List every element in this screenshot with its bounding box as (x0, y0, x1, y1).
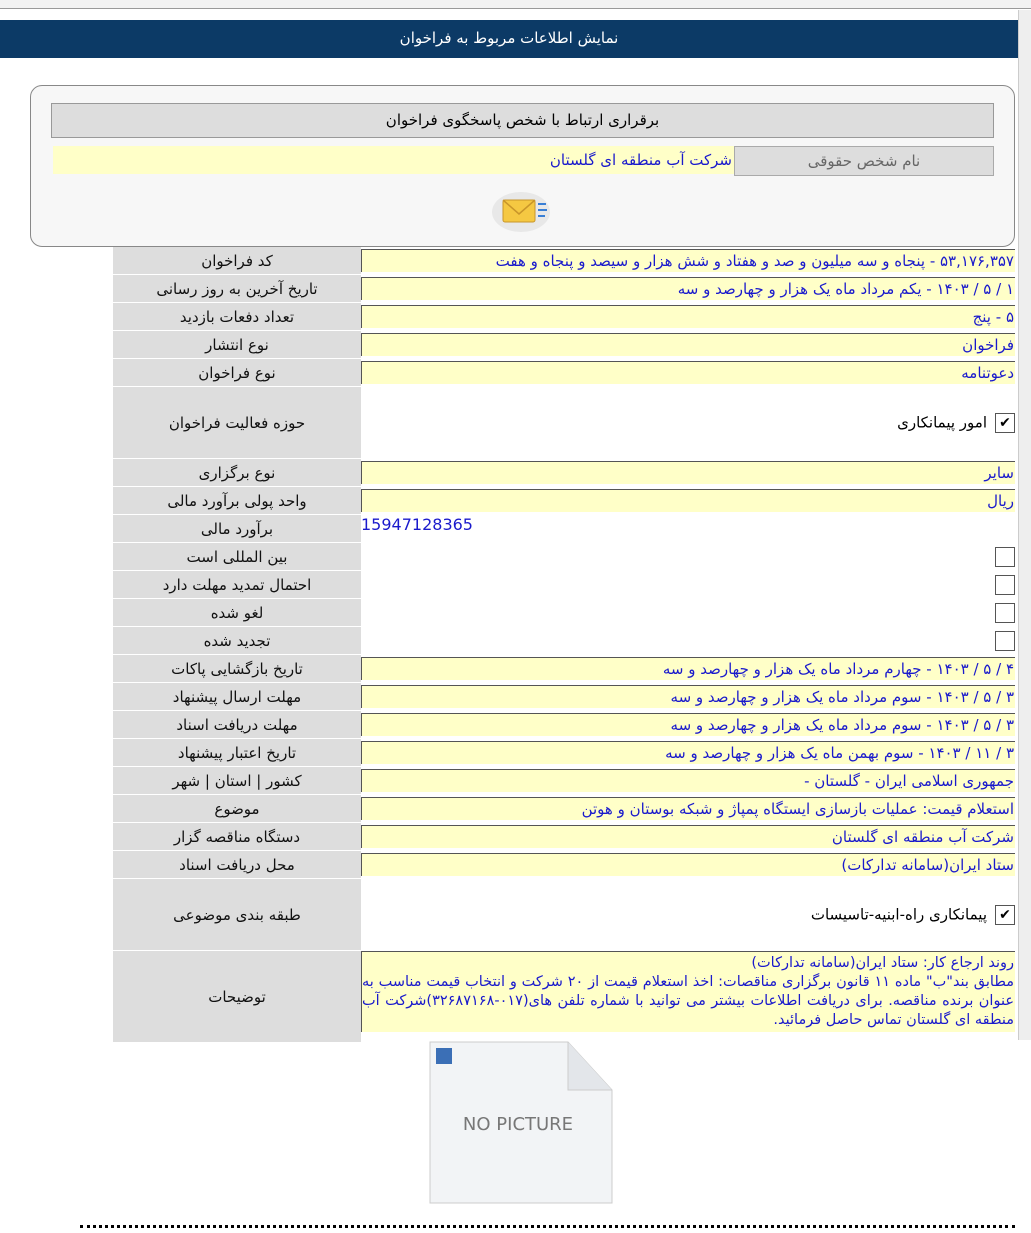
contact-title: برقراری ارتباط با شخص پاسخگوی فراخوان (51, 103, 994, 138)
value: شرکت آب منطقه ای گلستان (361, 825, 1015, 848)
row-call-type (113, 359, 1015, 387)
envelope-icon[interactable] (491, 188, 551, 233)
row-location (113, 767, 1015, 795)
row-estimate (113, 515, 1015, 543)
row-opening-date (113, 655, 1015, 683)
value: ستاد ایران(سامانه تدارکات) (361, 853, 1015, 876)
top-border (0, 0, 1031, 9)
label: تاریخ بازگشایی پاکات (113, 655, 361, 683)
label: نوع فراخوان (113, 359, 361, 387)
international-checkbox[interactable] (995, 547, 1015, 567)
row-submit-deadline (113, 683, 1015, 711)
value: دعوتنامه (361, 361, 1015, 384)
row-cancelled (113, 599, 1015, 627)
label: احتمال تمدید مهلت دارد (113, 571, 361, 599)
description-line1: روند ارجاع کار: ستاد ایران(سامانه تدارکات) (751, 954, 1014, 971)
value: ریال (361, 489, 1015, 512)
cancelled-checkbox[interactable] (995, 603, 1015, 623)
row-international (113, 543, 1015, 571)
row-holding-type (113, 459, 1015, 487)
value: 15947128365 (361, 514, 473, 534)
row-validity (113, 739, 1015, 767)
label: تاریخ اعتبار پیشنهاد (113, 739, 361, 767)
value: ۱ / ۵ / ۱۴۰۳ - یکم مرداد ماه یک هزار و چهارصد و سه (361, 277, 1015, 300)
value: ۳ / ۱۱ / ۱۴۰۳ - سوم بهمن ماه یک هزار و چهارصد و سه (361, 741, 1015, 764)
scrollbar[interactable] (1018, 10, 1031, 1040)
renewed-checkbox[interactable] (995, 631, 1015, 651)
value: جمهوری اسلامی ایران - گلستان - (361, 769, 1015, 792)
value: ۳ / ۵ / ۱۴۰۳ - سوم مرداد ماه یک هزار و چهارصد و سه (361, 685, 1015, 708)
label: طبقه بندی موضوعی (113, 879, 361, 951)
value: امور پیمانکاری (897, 413, 987, 431)
label: مهلت دریافت اسناد (113, 711, 361, 739)
label: حوزه فعالیت فراخوان (113, 387, 361, 459)
label: کد فراخوان (113, 247, 361, 275)
row-last-update (113, 275, 1015, 303)
value: استعلام قیمت: عملیات بازسازی ایستگاه پمپاژ و شبکه بوستان و هوتن (361, 797, 1015, 820)
value: پیمانکاری راه-ابنیه-تاسیسات (810, 905, 987, 923)
description-line2: مطابق بند"ب" ماده ۱۱ قانون برگزاری مناقصات: اخذ استعلام قیمت از ۲۰ شرکت و انتخاب قیمت مناسب به عنوان برنده مناقصه. برای دریافت اطلاعات بیشتر می توانید با شماره تلفن های(۰۱۷-۳۲۶۸۷۱۶۸)شرکت آب منطقه ای گلستان تماس حاصل فرمائید. (362, 973, 1014, 1028)
label: تاریخ آخرین به روز رسانی (113, 275, 361, 303)
row-docs-deadline (113, 711, 1015, 739)
label: مهلت ارسال پیشنهاد (113, 683, 361, 711)
legal-name-label: نام شخص حقوقی (734, 146, 994, 176)
label: دستگاه مناقصه گزار (113, 823, 361, 851)
label: تعداد دفعات بازدید (113, 303, 361, 331)
row-visits (113, 303, 1015, 331)
value: ۴ / ۵ / ۱۴۰۳ - چهارم مرداد ماه یک هزار و چهارصد و سه (361, 657, 1015, 680)
label: محل دریافت اسناد (113, 851, 361, 879)
label: کشور | استان | شهر (113, 767, 361, 795)
classification-checkbox[interactable]: ✔ (995, 905, 1015, 925)
details-table (113, 247, 1015, 1043)
row-activity (113, 387, 1015, 459)
label: لغو شده (113, 599, 361, 627)
label: نوع انتشار (113, 331, 361, 359)
dotted-separator (80, 1225, 1015, 1228)
row-currency (113, 487, 1015, 515)
label: بین المللی است (113, 543, 361, 571)
row-classification (113, 879, 1015, 951)
row-publish-type (113, 331, 1015, 359)
no-picture-label: NO PICTURE (462, 1114, 574, 1135)
label: برآورد مالی (113, 515, 361, 543)
value: ۳ / ۵ / ۱۴۰۳ - سوم مرداد ماه یک هزار و چهارصد و سه (361, 713, 1015, 736)
legal-name-value: شرکت آب منطقه ای گلستان (53, 146, 734, 174)
contact-panel (30, 85, 1015, 247)
row-extension (113, 571, 1015, 599)
row-docs-place (113, 851, 1015, 879)
no-picture-image (428, 1040, 614, 1205)
label: موضوع (113, 795, 361, 823)
activity-checkbox[interactable]: ✔ (995, 413, 1015, 433)
row-description (113, 951, 1015, 1043)
label: واحد پولی برآورد مالی (113, 487, 361, 515)
label: توضیحات (113, 951, 361, 1043)
row-renewed (113, 627, 1015, 655)
row-subject (113, 795, 1015, 823)
row-code (113, 247, 1015, 275)
page-header: نمایش اطلاعات مربوط به فراخوان (0, 20, 1018, 58)
label: تجدید شده (113, 627, 361, 655)
row-organizer (113, 823, 1015, 851)
label: نوع برگزاری (113, 459, 361, 487)
value: فراخوان (361, 333, 1015, 356)
value: ۵ - پنج (361, 305, 1015, 328)
value: سایر (361, 461, 1015, 484)
extension-checkbox[interactable] (995, 575, 1015, 595)
arrow-icon (436, 1048, 452, 1064)
value: ۵۳,۱۷۶,۳۵۷ - پنجاه و سه میلیون و صد و هفتاد و شش هزار و سیصد و پنجاه و هفت (361, 249, 1015, 272)
